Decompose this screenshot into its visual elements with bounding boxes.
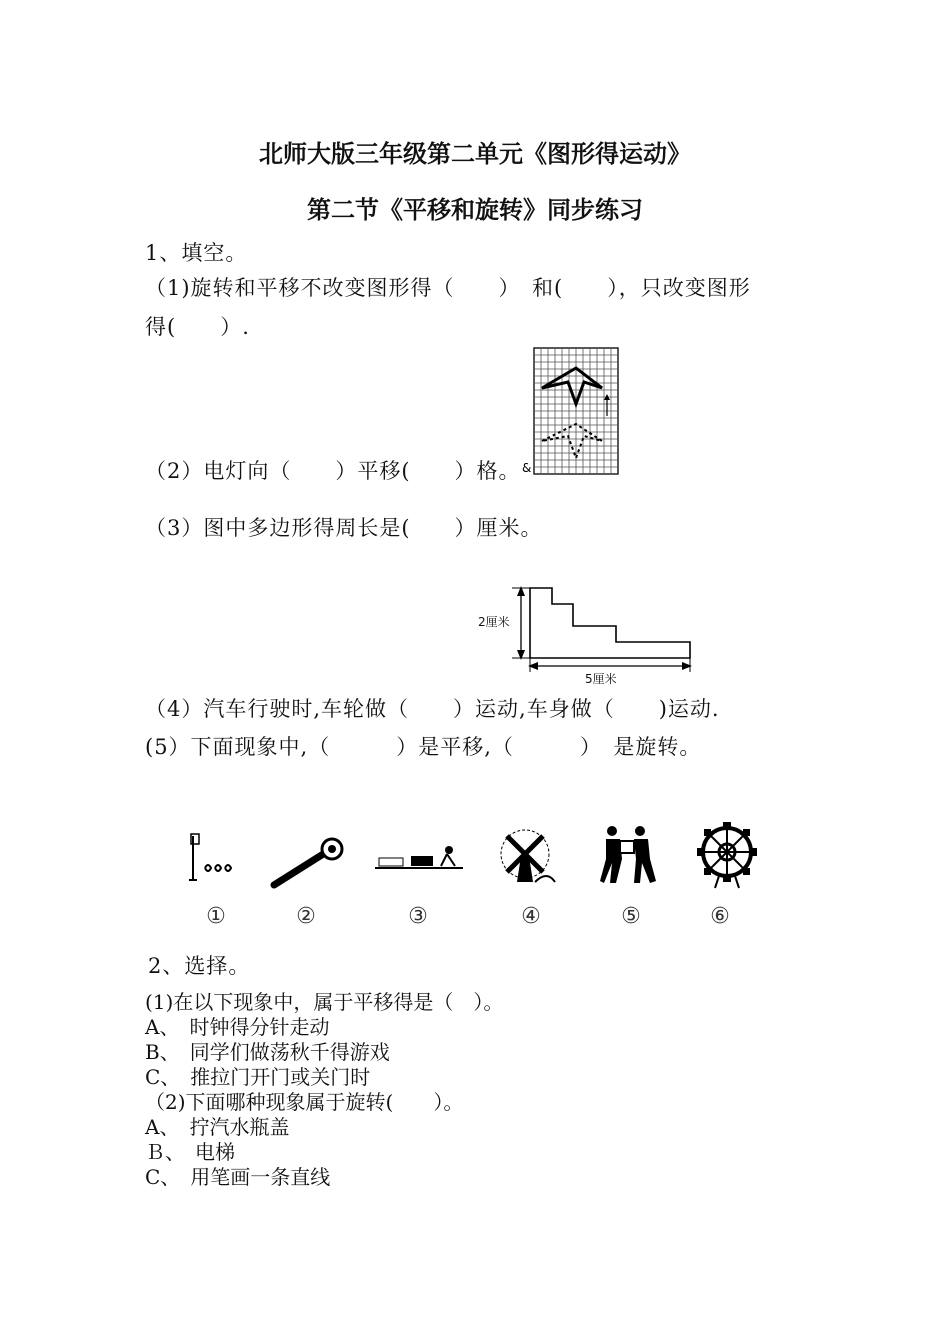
windmill-picture	[495, 826, 560, 886]
staircase-polygon-figure	[478, 582, 698, 682]
picture-number-5: ⑤	[621, 904, 641, 929]
q2-1-option-c: C、 推拉门开门或关门时	[145, 1065, 371, 1089]
section1-heading: 1、填空。	[145, 241, 248, 265]
height-label: 2厘米	[478, 615, 510, 629]
question-1-1-line1: （1)旋转和平移不改变图形得（ ） 和( ），只改变图形	[145, 276, 751, 300]
width-label: 5厘米	[585, 672, 617, 686]
question-2-2: （2)下面哪种现象属于旋转( ）。	[145, 1090, 464, 1114]
question-1-5: (5）下面现象中,（ ）是平移,（ ） 是旋转。	[145, 735, 702, 759]
picture-number-6: ⑥	[710, 904, 730, 929]
wrench-picture	[268, 835, 348, 890]
question-1-1-line2: 得( ）.	[145, 315, 250, 339]
question-1-3: （3）图中多边形得周长是( ）厘米。	[145, 516, 543, 540]
section2-heading: 2、选择。	[148, 954, 251, 978]
lamp-pull-picture	[183, 828, 243, 888]
q2-2-option-a: A、 拧汽水瓶盖	[145, 1115, 290, 1139]
picture-number-2: ②	[296, 904, 316, 929]
picture-number-4: ④	[521, 904, 541, 929]
svg-text:&: &	[522, 461, 532, 475]
picture-number-3: ③	[408, 904, 428, 929]
q2-1-option-a: A、 时钟得分针走动	[145, 1015, 330, 1039]
q2-2-option-b: Ｂ、 电梯	[145, 1140, 235, 1164]
carrying-people-picture	[598, 823, 663, 888]
lamp-grid-figure	[520, 346, 620, 476]
ferris-wheel-picture	[695, 820, 760, 890]
question-2-1: (1)在以下现象中，属于平移得是（ ）。	[145, 990, 504, 1014]
q2-2-option-c: C、 用笔画一条直线	[145, 1165, 331, 1189]
page-title: 北师大版三年级第二单元《图形得运动》	[259, 140, 691, 168]
page-subtitle: 第二节《平移和旋转》同步练习	[307, 196, 643, 224]
question-1-4: （4）汽车行驶时,车轮做（ ）运动,车身做（ )运动.	[145, 697, 720, 721]
picture-number-1: ①	[206, 904, 226, 929]
pull-cart-picture	[375, 838, 465, 878]
q2-1-option-b: B、 同学们做荡秋千得游戏	[145, 1040, 390, 1064]
question-1-2: （2）电灯向（ ）平移( ）格。	[145, 459, 521, 483]
